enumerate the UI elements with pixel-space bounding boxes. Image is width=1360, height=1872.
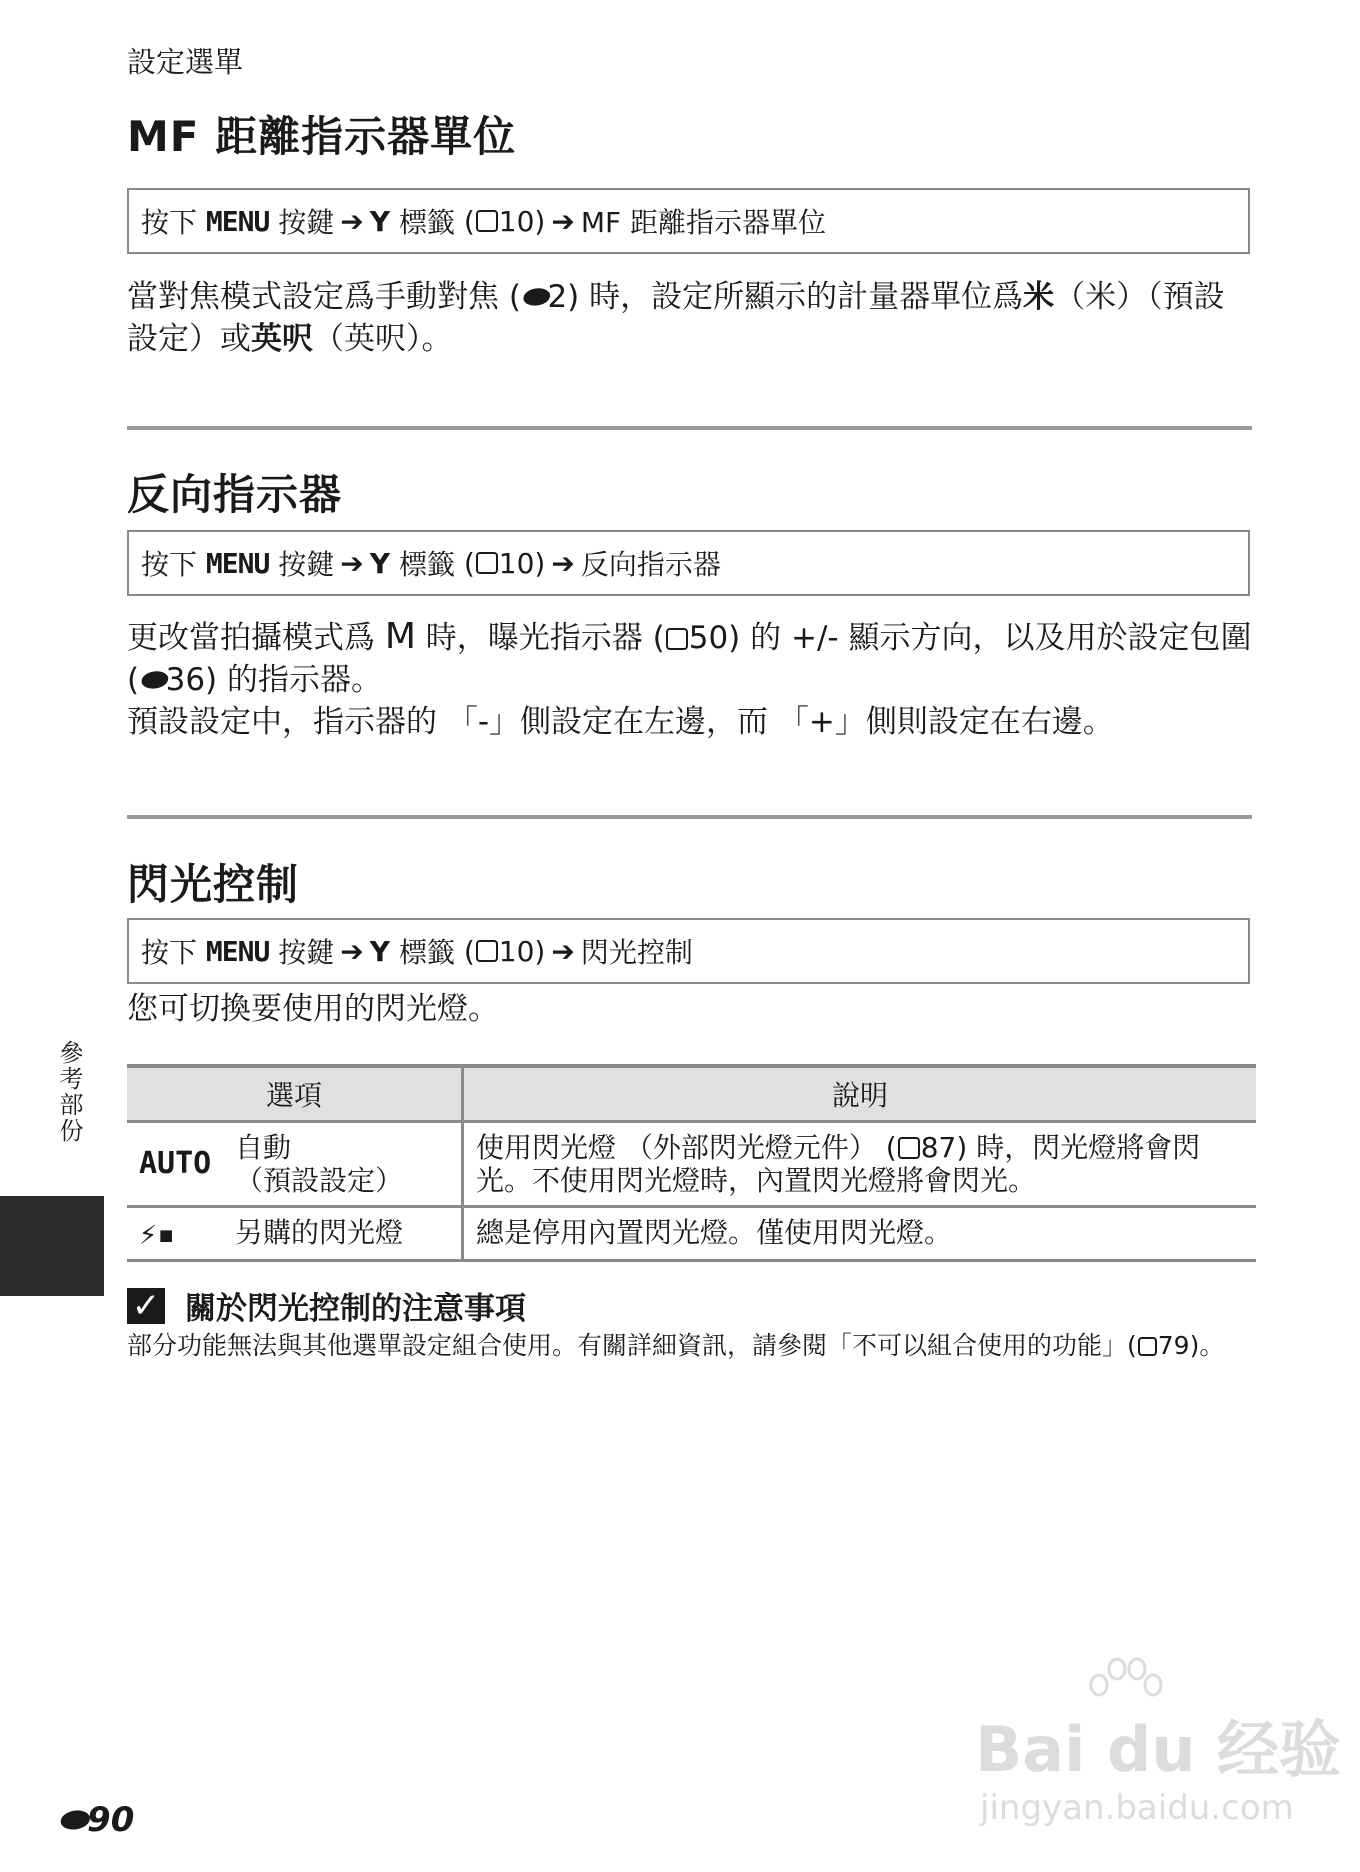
menu-button-label: MENU [205, 204, 270, 238]
auto-flash-icon: AUTO [139, 1146, 212, 1181]
description-cell [463, 1207, 1257, 1261]
flash-description: 您可切換要使用的閃光燈。 [127, 991, 499, 1027]
arrow-right-icon: ➔ [340, 204, 364, 238]
option-cell [127, 1122, 463, 1207]
ref-number: 10) [498, 546, 546, 580]
menu-button-label: MENU [205, 934, 270, 968]
book-ref-icon [476, 940, 498, 962]
book-ref-icon [476, 552, 498, 574]
text: 50) 的 +/- 顯示方向，以及用於設定包圍 ( [127, 620, 1252, 698]
wrench-icon: Y [369, 546, 391, 580]
page-number-value: 90 [87, 1800, 135, 1840]
book-ref-icon [898, 1137, 920, 1159]
side-tab-label: 參考部份 [55, 1040, 83, 1144]
text: 87) 時，閃光燈將會閃光。不使用閃光燈時，內置閃光燈將會閃光。 [476, 1131, 1201, 1197]
text: 總是停用內置閃光燈。僅使用閃光燈。 [476, 1216, 953, 1249]
section-divider [127, 426, 1252, 430]
check-mark-icon: ✓ [127, 1288, 165, 1324]
menu-path-mf [127, 188, 1250, 254]
reference-e-icon: ⬬ [520, 279, 548, 315]
text: 使用閃光燈 （外部閃光燈元件） ( [476, 1131, 897, 1164]
description-cell [463, 1122, 1257, 1207]
side-tab-marker [0, 1196, 104, 1296]
ref-number: 10) [498, 934, 546, 968]
ref-open: ( [463, 204, 475, 238]
option-meter: 米 [1023, 279, 1055, 315]
ref-open: ( [463, 546, 475, 580]
reverse-default-note: 預設設定中，指示器的 「-」側設定在左邊，而 「+」側則設定在右邊。 [127, 704, 1114, 740]
path-target: MF 距離指示器單位 [580, 206, 826, 239]
arrow-right-icon: ➔ [340, 546, 364, 580]
ref-number: 10) [498, 204, 546, 238]
option-default: （預設設定） [235, 1164, 404, 1197]
watermark-brand: Bai du 经验 [975, 1713, 1342, 1786]
reference-e-icon: ⬬ [58, 1800, 88, 1840]
note-body [127, 1328, 1257, 1363]
external-flash-icon: ⚡▪ [139, 1217, 176, 1252]
path-tab: 標籤 [398, 936, 455, 969]
text: 79)。 [1157, 1331, 1225, 1360]
path-prefix: 按下 [141, 548, 198, 581]
path-tab: 標籤 [398, 548, 455, 581]
text: 36) 的指示器。 [165, 662, 382, 698]
section-title-flash-control: 閃光控制 [127, 860, 300, 909]
path-tab: 標籤 [398, 206, 455, 239]
text: （英呎）。 [313, 321, 453, 357]
option-feet: 英呎 [251, 321, 313, 357]
wrench-icon: Y [369, 934, 391, 968]
text: 當對焦模式設定爲手動對焦 ( [127, 279, 521, 315]
text: 時，曝光指示器 ( [425, 620, 665, 656]
menu-path-flash [127, 918, 1250, 984]
path-key: 按鍵 [278, 936, 335, 969]
section-title-reverse-indicator: 反向指示器 [127, 470, 343, 519]
watermark-url: jingyan.baidu.com [980, 1788, 1294, 1828]
table-row [127, 1122, 1256, 1207]
table-header-option: 選項 [127, 1066, 463, 1122]
mode-m-symbol: M [384, 616, 416, 657]
book-ref-icon [666, 628, 688, 650]
option-cell [127, 1207, 463, 1261]
path-target: 閃光控制 [580, 936, 693, 969]
paw-icon [1085, 1655, 1165, 1713]
table-header-description: 說明 [463, 1066, 1257, 1122]
option-name: 自動 [235, 1131, 292, 1164]
reverse-description [127, 616, 1252, 743]
text: 2) 時，設定所顯示的計量器單位爲 [547, 279, 1024, 315]
page-number [58, 1800, 134, 1840]
path-key: 按鍵 [278, 548, 335, 581]
text: （米）（預設設定）或 [127, 279, 1225, 357]
section-divider [127, 815, 1252, 819]
arrow-right-icon: ➔ [551, 934, 575, 968]
book-ref-icon [476, 210, 498, 232]
path-prefix: 按下 [141, 206, 198, 239]
text: 部分功能無法與其他選單設定組合使用。有關詳細資訊，請參閱「不可以組合使用的功能」( [127, 1331, 1137, 1360]
flash-options-table [127, 1064, 1256, 1262]
table-row [127, 1207, 1256, 1261]
mf-description [127, 276, 1252, 360]
path-prefix: 按下 [141, 936, 198, 969]
menu-button-label: MENU [205, 546, 270, 580]
wrench-icon: Y [369, 204, 391, 238]
menu-path-reverse [127, 530, 1250, 596]
arrow-right-icon: ➔ [551, 546, 575, 580]
text: 更改當拍攝模式爲 [127, 620, 375, 656]
option-name: 另購的閃光燈 [235, 1216, 404, 1249]
running-header: 設定選單 [127, 45, 244, 79]
section-title-mf-distance: MF 距離指示器單位 [127, 112, 517, 161]
note-heading [127, 1283, 526, 1328]
path-target: 反向指示器 [580, 548, 721, 581]
arrow-right-icon: ➔ [551, 204, 575, 238]
book-ref-icon [1138, 1337, 1157, 1356]
ref-open: ( [463, 934, 475, 968]
arrow-right-icon: ➔ [340, 934, 364, 968]
path-key: 按鍵 [278, 206, 335, 239]
note-title: 關於閃光控制的注意事項 [185, 1291, 526, 1327]
reference-e-icon: ⬬ [139, 662, 166, 698]
